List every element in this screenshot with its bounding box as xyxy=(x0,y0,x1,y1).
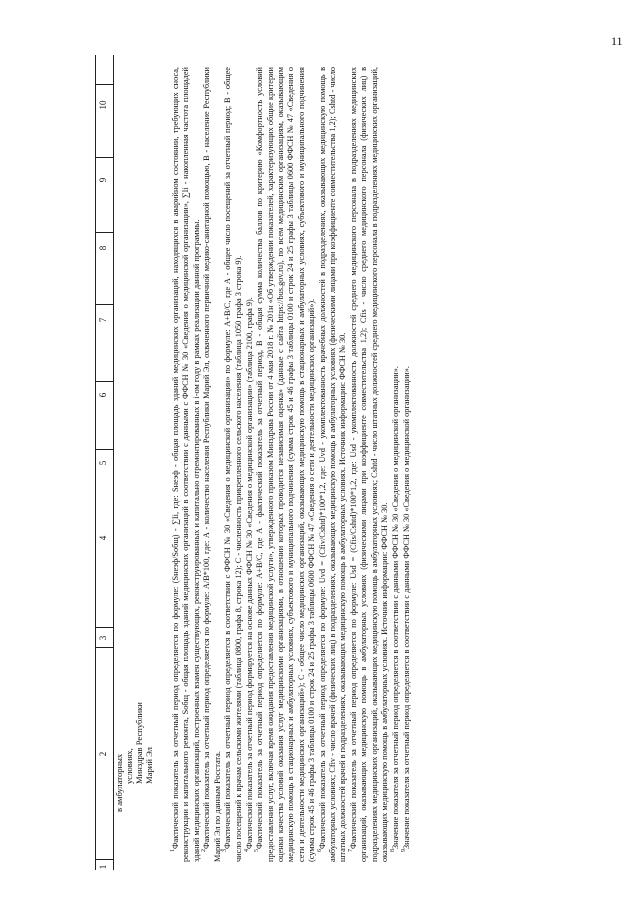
column-header: 5 xyxy=(98,460,108,466)
footnote-text: Фактический показатель за отчетный период формируется на основе данных ФФСН № 30 «Сведения о медицинской организации» (таблица 2100, графа 9). xyxy=(244,297,254,849)
footnote-text: Фактический показатель за отчетный период определяется по формуле: А+В/С, где А - фактический показатель за отчетный период, В - общая сумма количества баллов по критерию «Комфортность условий предоставления услуг, включая время ожидания предоставления медицинской услуги», утвержденного приказом Минздрава России от 4 мая 2018 г. № 201н «Об утверждении показателей, характеризующих общие критерии оценки качества условий оказания услуг медицинскими организациями, в отношении которых проводится независимая оценка» (данные с сайта https://bus.gov.ru), по всем медицинским организациям, оказывающим медицинскую помощь в стационарных и амбулаторных условиях, субъектового и муниципального подчинения (сумма строк 45 и 46 графы 3 таблицы 0100 и строк 24 и 25 графы 3 таблицы 0600 ФФСН № 47 «Сведения о сети и деятельности медицинских организаций»); С - общее число медицинских организаций, оказывающих медицинскую помощь в стационарных и амбулаторных условиях, субъектового и муниципального подчинения (сумма строк 45 и 46 графы 3 таблицы 0100 и строк 24 и 25 графы 3 таблицы 0600 ФФСН № 47 «Сведения о сети и деятельности медицинских организаций»). xyxy=(255,67,316,862)
column-divider xyxy=(96,157,113,158)
column-header: 9 xyxy=(98,177,108,183)
footnote-mark: 1 xyxy=(170,849,177,852)
column-divider xyxy=(96,647,113,648)
footnote xyxy=(171,67,202,862)
footnote xyxy=(223,67,244,862)
rotated-page-content xyxy=(95,55,605,870)
footnote-mark: 7 xyxy=(348,849,355,852)
footnote xyxy=(255,67,317,862)
column-header: 2 xyxy=(98,751,108,757)
column-header: 3 xyxy=(98,635,108,641)
cell-line: в амбулаторных xyxy=(114,753,124,812)
column-divider xyxy=(96,859,113,860)
footnote-mark: 2 xyxy=(201,849,208,852)
footnote-mark: 4 xyxy=(243,849,250,852)
cell-line: Минздрав Республики xyxy=(134,702,144,784)
footnote-mark: 6 xyxy=(316,849,323,852)
footnote xyxy=(318,67,349,862)
column-divider xyxy=(96,449,113,450)
footnote xyxy=(402,67,412,862)
footnote-text: Фактический показатель за отчетный период определяется по формуле: А/В*100, где: А - количество населения Республики Марий Эл, охваченного первичной медико-санитарной помощью, В - население Республики Марий Эл по данным Росстата. xyxy=(202,67,222,862)
column-header: 7 xyxy=(98,317,108,323)
cell-line: условиях, xyxy=(124,748,134,784)
footnote-text: Фактический показатель за отчетный период определяется по формуле: (Sнеэф/Sобщ) - ∑Ii, где: Sнеэф - общая площадь зданий медицинских организаций, находящихся в аварийном состоянии, требующих сноса, реконструкции и капитального ремонта, Sобщ - общая площадь зданий медицинских организаций в соответствии с данными с ФФСН № 30 «Сведения о медицинской организации», ∑Ii - накопленная частота площадей зданий медицинских организаций, построенных взамен существующих, реконструированных и капитально отремонтированных в i-ом году в рамках реализации данной программы. xyxy=(171,67,201,862)
column-header: 4 xyxy=(98,535,108,541)
column-divider xyxy=(96,627,113,628)
footnote-mark: 3 xyxy=(222,849,229,852)
column-header: 8 xyxy=(98,245,108,251)
page-number: 11 xyxy=(611,34,623,48)
column-divider xyxy=(96,304,113,305)
column-header: 6 xyxy=(98,392,108,398)
footnote-mark: 9 xyxy=(400,849,407,852)
footnote xyxy=(391,67,401,862)
footnote xyxy=(349,67,390,862)
footnote-text: Фактический показатель за отчетный период определяется по формуле: Usd = (Cfis/Cshtd)*100*1,2, где: Usd - укомплектованность должностей среднего медицинского персонала в подразделениях медицинских организаций, оказывающих медицинскую помощь в амбулаторных условиях (физическими лицами при коэффициенте совместительства 1,2); Cfis - число среднего медицинского персонала (физических лиц) в подразделениях медицинских организаций, оказывающих медицинскую помощь в амбулаторных условиях; Cshtd - число штатных должностей среднего медицинского персонала в подразделениях медицинских организаций, оказывающих медицинскую помощь в амбулаторных условиях. Источник информации: ФФСН № 30. xyxy=(349,67,389,862)
footnote xyxy=(202,67,223,862)
footnote-text: Фактический показатель за отчетный период определяется по формуле: Uvd = (Cfiv/Cshtd)*100*1,2, где: Uvd - укомплектованность врачебных должностей в подразделениях, оказывающих медицинскую помощь в амбулаторных условиях; Cfiv - число врачей (физических лиц) в подразделениях, оказывающих медицинскую помощь в амбулаторных условиях (физическими лицами при коэффициенте совместительства 1,2); Cshtd - число штатных должностей врачей в подразделениях, оказывающих медицинскую помощь в амбулаторных условиях. Источник информации: ФФСН № 30. xyxy=(317,67,348,862)
footnote-text: Значение показателя за отчетный период определяется в соответствии с данными ФФСН № 30 «Сведения о медицинской организации». xyxy=(390,366,400,849)
column-header: 1 xyxy=(98,864,108,870)
footnote xyxy=(245,67,255,862)
table-header-row xyxy=(95,55,114,870)
column-header: 10 xyxy=(98,100,108,110)
column-divider xyxy=(96,84,113,85)
column-divider xyxy=(96,381,113,382)
footnotes xyxy=(171,67,412,862)
footnote-text: Фактический показатель за отчетный период определяется в соответствии с ФФСН № 30 «Сведения о медицинской организации» по формуле: А+В/С, где А - общее число посещений за отчетный период; В - общее число посещений к врачам сельскими жителями (таблица 0800, графа 8, строка 12); С - численность прикрепленного сельского населения (таблица 1050 графа 3 строка 9). xyxy=(223,67,243,862)
cell-line: Марий Эл xyxy=(144,747,154,784)
column-divider xyxy=(96,232,113,233)
footnote-text: Значение показателя за отчетный период определяется в соответствии с данными ФФСН № 30 «Сведения о медицинской организации». xyxy=(401,366,411,849)
footnote-mark: 8 xyxy=(389,849,396,852)
footnote-mark: 5 xyxy=(254,849,261,852)
table-cell-text xyxy=(114,642,154,812)
